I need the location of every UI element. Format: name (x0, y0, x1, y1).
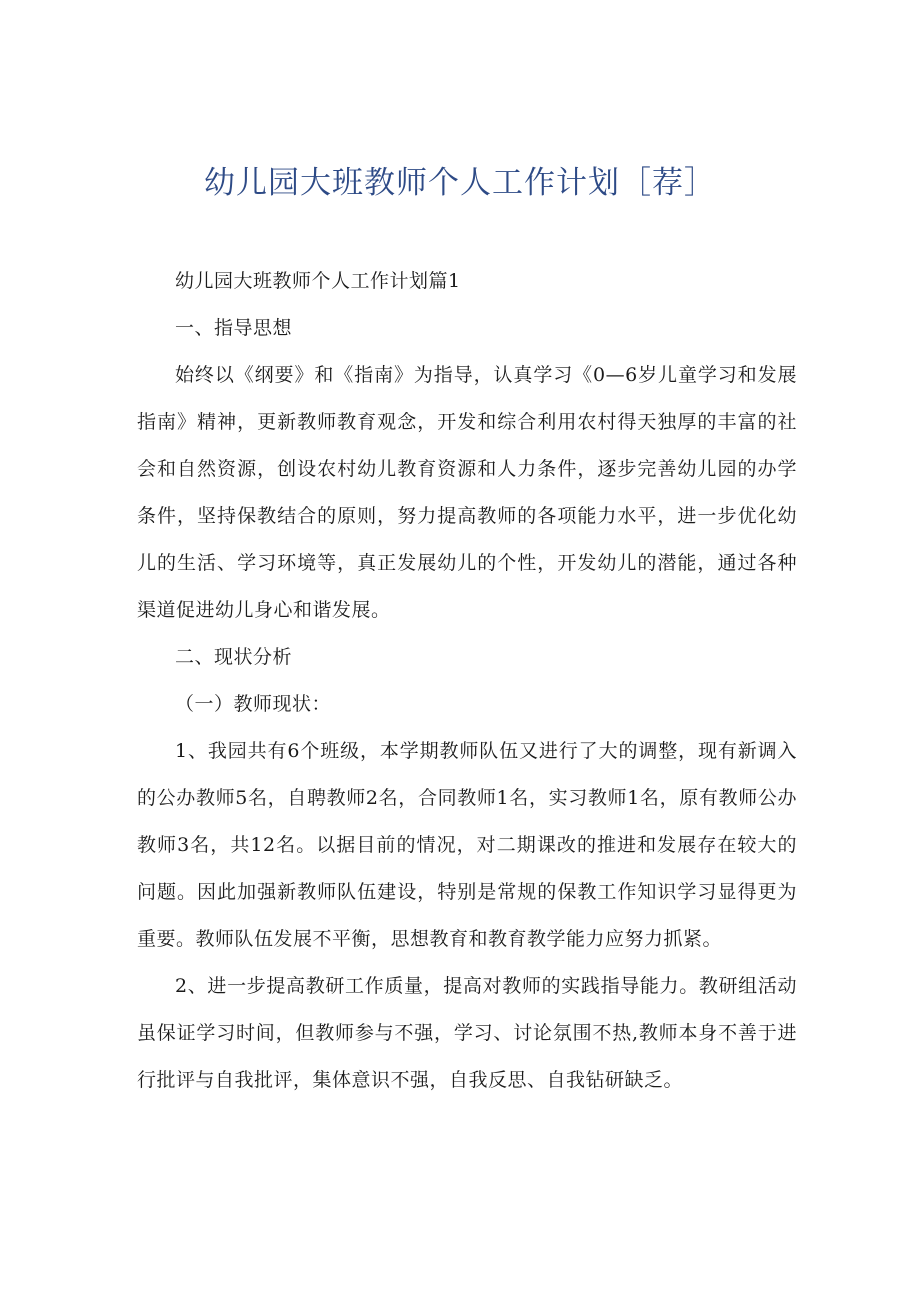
subheading-teacher-status: （一）教师现状： (175, 693, 332, 715)
heading-status-analysis: 二、现状分析 (175, 646, 293, 668)
paragraph-guiding-thought: 始终以《纲要》和《指南》为指导，认真学习《0—6岁儿童学习和发展指南》精神，更新教师教育观念，开发和综合利用农村得天独厚的丰富的社会和自然资源，创设农村幼儿教育资源和人力条件，逐步完善幼儿园的办学条件，坚持保教结合的原则，努力提高教师的各项能力水平，进一步优化幼儿的生活、学习环境等，真正发展幼儿的个性，开发幼儿的潜能，通过各种渠道促进幼儿身心和谐发展。 (137, 364, 797, 621)
document-title: 幼儿园大班教师个人工作计划［荐］ (204, 165, 716, 201)
paragraph-item-2: 2、进一步提高教研工作质量，提高对教师的实践指导能力。教研组活动虽保证学习时间，但教师参与不强，学习、讨论氛围不热,教师本身不善于进行批评与自我批评，集体意识不强，自我反思、自我钻研缺乏。 (137, 975, 797, 1091)
paragraph-item-1: 1、我园共有6个班级，本学期教师队伍又进行了大的调整，现有新调入的公办教师5名，自聘教师2名，合同教师1名，实习教师1名，原有教师公办教师3名，共12名。以据目前的情况，对二期课改的推进和发展存在较大的问题。因此加强新教师队伍建设，特别是常规的保教工作知识学习显得更为重要。教师队伍发展不平衡，思想教育和教育教学能力应努力抓紧。 (137, 740, 797, 950)
section-title: 幼儿园大班教师个人工作计划篇1 (175, 270, 461, 292)
heading-guiding-thought: 一、指导思想 (175, 317, 293, 339)
document-body (137, 258, 797, 1104)
